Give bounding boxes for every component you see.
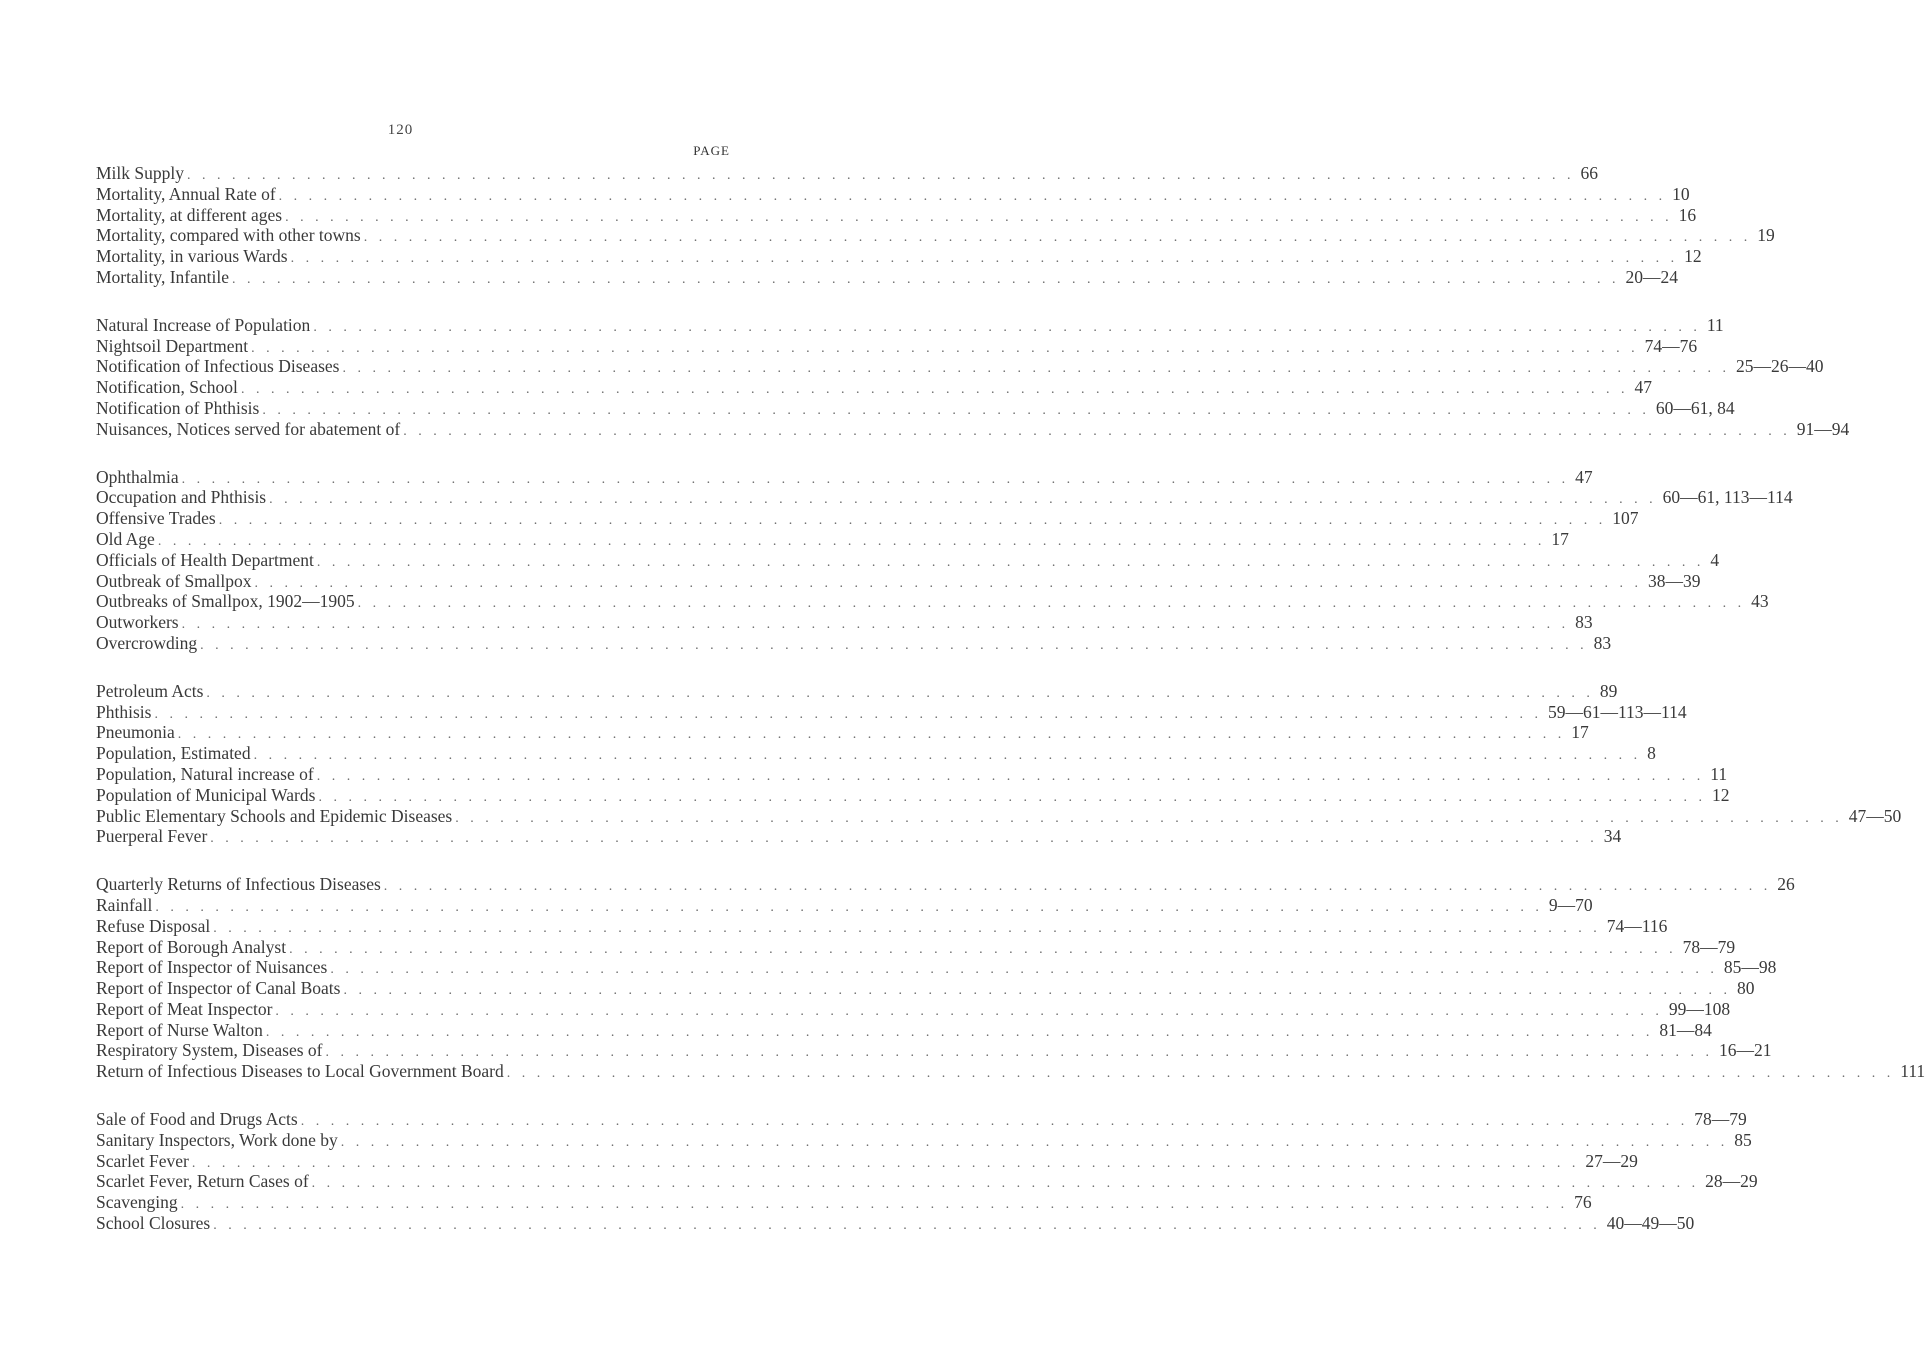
dot-leader: . . . . . . . . . . . . . . . . . . . . . . . . . . . . . . . . . . . . . . . . . . . . . . . . . . . . . . . . . . . . . . . . . . . . . . . . . . . . . . . . . . . . . . . . . . . . . [191,1155,1580,1171]
index-entry [96,314,1724,336]
entry-label: Officials of Health Department [96,549,314,570]
index-entry [96,1019,1712,1041]
index-entry [96,487,1793,508]
entry-label: Old Age [96,528,155,549]
dot-leader: . . . . . . . . . . . . . . . . . . . . . . . . . . . . . . . . . . . . . . . . . . . . . . . . . . . . . . . . . . . . . . . . . . . . . . . . . . . . . . . . . . . . . . . . . . . . . [218,513,1607,529]
entry-label: Notification, School [96,377,238,398]
entry-pages: 11 [1706,314,1724,335]
entry-pages: 47—50 [1848,805,1902,826]
dot-leader: . . . . . . . . . . . . . . . . . . . . . . . . . . . . . . . . . . . . . . . . . . . . . . . . . . . . . . . . . . . . . . . . . . . . . . . . . . . . . . . . . . . . . . . . . . . . . [206,685,1594,701]
dot-leader: . . . . . . . . . . . . . . . . . . . . . . . . . . . . . . . . . . . . . . . . . . . . . . . . . . . . . . . . . . . . . . . . . . . . . . . . . . . . . . . . . . . . . . . . . . . . . [325,1045,1713,1061]
entry-pages: 11 [1710,763,1728,784]
index-list [96,163,1925,1261]
entry-label: Notification of Phthisis [96,397,260,418]
dot-leader: . . . . . . . . . . . . . . . . . . . . . . . . . . . . . . . . . . . . . . . . . . . . . . . . . . . . . . . . . . . . . . . . . . . . . . . . . . . . . . . . . . . . . . . . . . . . . [210,831,1598,847]
index-entry [96,722,1589,743]
entry-pages: 47 [1634,377,1652,398]
index-entry [96,335,1698,357]
entry-label: Report of Borough Analyst [96,936,287,957]
dot-leader: . . . . . . . . . . . . . . . . . . . . . . . . . . . . . . . . . . . . . . . . . . . . . . . . . . . . . . . . . . . . . . . . . . . . . . . . . . . . . . . . . . . . . . . . . . . . . [506,1066,1895,1082]
dot-leader: . . . . . . . . . . . . . . . . . . . . . . . . . . . . . . . . . . . . . . . . . . . . . . . . . . . . . . . . . . . . . . . . . . . . . . . . . . . . . . . . . . . . . . . . . . . . . [254,575,1643,591]
entry-label: Outbreaks of Smallpox, 1902—1905 [96,591,355,612]
dot-leader: . . . . . . . . . . . . . . . . . . . . . . . . . . . . . . . . . . . . . . . . . . . . . . . . . . . . . . . . . . . . . . . . . . . . . . . . . . . . . . . . . . . . . . . . . . . . . [181,617,1570,633]
entry-pages: 85—98 [1723,957,1777,978]
dot-leader: . . . . . . . . . . . . . . . . . . . . . . . . . . . . . . . . . . . . . . . . . . . . . . . . . . . . . . . . . . . . . . . . . . . . . . . . . . . . . . . . . . . . . . . . . . . . . [278,188,1667,204]
index-entry [96,1192,1592,1213]
entry-pages: 99—108 [1668,998,1731,1019]
entry-pages: 38—39 [1648,570,1701,591]
index-entry [96,591,1769,612]
dot-leader: . . . . . . . . . . . . . . . . . . . . . . . . . . . . . . . . . . . . . . . . . . . . . . . . . . . . . . . . . . . . . . . . . . . . . . . . . . . . . . . . . . . . . . . . . . . . . [316,554,1705,570]
index-entry [96,612,1593,633]
entry-label: Puerperal Fever [96,826,208,847]
index-entry [96,1129,1752,1151]
entry-label: Nuisances, Notices served for abatement of [96,418,401,439]
entry-pages: 8 [1647,743,1656,764]
entry-label: Rainfall [96,894,153,915]
entry-pages: 20—24 [1625,266,1678,287]
dot-leader: . . . . . . . . . . . . . . . . . . . . . . . . . . . . . . . . . . . . . . . . . . . . . . . . . . . . . . . . . . . . . . . . . . . . . . . . . . . . . . . . . . . . . . . . . . . . . [269,492,1657,508]
index-entry [96,266,1678,288]
entry-pages: 91—94 [1796,418,1850,439]
dot-leader: . . . . . . . . . . . . . . . . . . . . . . . . . . . . . . . . . . . . . . . . . . . . . . . . . . . . . . . . . . . . . . . . . . . . . . . . . . . . . . . . . . . . . . . . . . . . . [403,423,1791,439]
page-column-heading: PAGE [693,143,730,158]
entry-pages: 25—26—40 [1735,356,1824,377]
dot-leader: . . . . . . . . . . . . . . . . . . . . . . . . . . . . . . . . . . . . . . . . . . . . . . . . . . . . . . . . . . . . . . . . . . . . . . . . . . . . . . . . . . . . . . . . . . . . . [313,319,1701,335]
dot-leader: . . . . . . . . . . . . . . . . . . . . . . . . . . . . . . . . . . . . . . . . . . . . . . . . . . . . . . . . . . . . . . . . . . . . . . . . . . . . . . . . . . . . . . . . . . . . . [177,727,1566,743]
index-group [96,466,1793,654]
entry-label: Natural Increase of Population [96,314,311,335]
index-entry [96,397,1735,419]
entry-pages: 83 [1575,612,1593,633]
entry-pages: 27—29 [1585,1150,1638,1171]
dot-leader: . . . . . . . . . . . . . . . . . . . . . . . . . . . . . . . . . . . . . . . . . . . . . . . . . . . . . . . . . . . . . . . . . . . . . . . . . . . . . . . . . . . . . . . . . . . . . [232,271,1620,287]
entry-pages: 16 [1678,204,1697,225]
dot-leader: . . . . . . . . . . . . . . . . . . . . . . . . . . . . . . . . . . . . . . . . . . . . . . . . . . . . . . . . . . . . . . . . . . . . . . . . . . . . . . . . . . . . . . . . . . . . . [363,230,1752,246]
entry-label: Report of Inspector of Canal Boats [96,978,341,999]
index-entry [96,508,1639,529]
entry-pages: 111 [1900,1061,1925,1082]
entry-label: Mortality, Infantile [96,266,229,287]
entry-label: Occupation and Phthisis [96,487,267,508]
entry-label: School Closures [96,1213,211,1234]
dot-leader: . . . . . . . . . . . . . . . . . . . . . . . . . . . . . . . . . . . . . . . . . . . . . . . . . . . . . . . . . . . . . . . . . . . . . . . . . . . . . . . . . . . . . . . . . . . . . [187,168,1575,183]
index-group [96,314,1850,440]
dot-leader: . . . . . . . . . . . . . . . . . . . . . . . . . . . . . . . . . . . . . . . . . . . . . . . . . . . . . . . . . . . . . . . . . . . . . . . . . . . . . . . . . . . . . . . . . . . . . [213,920,1601,936]
entry-label: Mortality, compared with other towns [96,225,361,246]
index-entry [96,1040,1772,1061]
index-entry [96,1171,1758,1192]
index-entry [96,805,1902,827]
entry-label: Public Elementary Schools and Epidemic Diseases [96,805,453,826]
entry-pages: 26 [1777,874,1795,895]
dot-leader: . . . . . . . . . . . . . . . . . . . . . . . . . . . . . . . . . . . . . . . . . . . . . . . . . . . . . . . . . . . . . . . . . . . . . . . . . . . . . . . . . . . . . . . . . . . . . [181,471,1570,487]
index-entry [96,998,1731,1020]
entry-pages: 66 [1580,163,1599,183]
entry-pages: 16—21 [1719,1040,1772,1061]
index-entry [96,743,1656,764]
dot-leader: . . . . . . . . . . . . . . . . . . . . . . . . . . . . . . . . . . . . . . . . . . . . . . . . . . . . . . . . . . . . . . . . . . . . . . . . . . . . . . . . . . . . . . . . . . . . . [154,706,1542,722]
dot-leader: . . . . . . . . . . . . . . . . . . . . . . . . . . . . . . . . . . . . . . . . . . . . . . . . . . . . . . . . . . . . . . . . . . . . . . . . . . . . . . . . . . . . . . . . . . . . . [340,1134,1729,1150]
entry-label: Outbreak of Smallpox [96,570,252,591]
entry-pages: 60—61, 113—114 [1662,487,1793,508]
index-entry [96,549,1720,571]
index-entry [96,246,1702,267]
entry-pages: 78—79 [1682,936,1736,957]
entry-label: Sale of Food and Drugs Acts [96,1109,298,1130]
entry-label: Mortality, Annual Rate of [96,183,276,204]
index-entry [96,528,1569,550]
index-entry [96,204,1697,226]
index-entry [96,418,1850,440]
entry-pages: 47 [1575,466,1593,487]
entry-pages: 4 [1710,549,1720,570]
dot-leader: . . . . . . . . . . . . . . . . . . . . . . . . . . . . . . . . . . . . . . . . . . . . . . . . . . . . . . . . . . . . . . . . . . . . . . . . . . . . . . . . . . . . . . . . . . . . . [213,1218,1601,1234]
entry-label: Report of Meat Inspector [96,998,273,1019]
dot-leader: . . . . . . . . . . . . . . . . . . . . . . . . . . . . . . . . . . . . . . . . . . . . . . . . . . . . . . . . . . . . . . . . . . . . . . . . . . . . . . . . . . . . . . . . . . . . . [253,748,1642,764]
dot-leader: . . . . . . . . . . . . . . . . . . . . . . . . . . . . . . . . . . . . . . . . . . . . . . . . . . . . . . . . . . . . . . . . . . . . . . . . . . . . . . . . . . . . . . . . . . . . . [155,899,1543,915]
entry-label: Ophthalmia [96,466,179,487]
entry-pages: 10 [1672,183,1690,204]
entry-label: Milk Supply [96,163,185,183]
index-group [96,1109,1758,1234]
entry-pages: 34 [1603,826,1622,847]
index-entry [96,763,1728,785]
dot-leader: . . . . . . . . . . . . . . . . . . . . . . . . . . . . . . . . . . . . . . . . . . . . . . . . . . . . . . . . . . . . . . . . . . . . . . . . . . . . . . . . . . . . . . . . . . . . . [316,768,1705,784]
dot-leader: . . . . . . . . . . . . . . . . . . . . . . . . . . . . . . . . . . . . . . . . . . . . . . . . . . . . . . . . . . . . . . . . . . . . . . . . . . . . . . . . . . . . . . . . . . . . . [262,402,1650,418]
entry-label: Mortality, in various Wards [96,246,288,267]
index-entry [96,701,1687,723]
index-entry [96,826,1622,847]
dot-leader: . . . . . . . . . . . . . . . . . . . . . . . . . . . . . . . . . . . . . . . . . . . . . . . . . . . . . . . . . . . . . . . . . . . . . . . . . . . . . . . . . . . . . . . . . . . . . [383,879,1772,895]
index-entry [96,1213,1695,1234]
index-entry [96,570,1701,592]
dot-leader: . . . . . . . . . . . . . . . . . . . . . . . . . . . . . . . . . . . . . . . . . . . . . . . . . . . . . . . . . . . . . . . . . . . . . . . . . . . . . . . . . . . . . . . . . . . . . [275,1003,1663,1019]
entry-pages: 40—49—50 [1606,1213,1695,1234]
entry-pages: 80 [1736,978,1755,999]
dot-leader: . . . . . . . . . . . . . . . . . . . . . . . . . . . . . . . . . . . . . . . . . . . . . . . . . . . . . . . . . . . . . . . . . . . . . . . . . . . . . . . . . . . . . . . . . . . . . [157,533,1546,549]
dot-leader: . . . . . . . . . . . . . . . . . . . . . . . . . . . . . . . . . . . . . . . . . . . . . . . . . . . . . . . . . . . . . . . . . . . . . . . . . . . . . . . . . . . . . . . . . . . . . [318,789,1706,805]
dot-leader: . . . . . . . . . . . . . . . . . . . . . . . . . . . . . . . . . . . . . . . . . . . . . . . . . . . . . . . . . . . . . . . . . . . . . . . . . . . . . . . . . . . . . . . . . . . . . [265,1024,1654,1040]
index-entry [96,680,1618,702]
entry-label: Report of Nurse Walton [96,1019,263,1040]
entry-label: Return of Infectious Diseases to Local Government Board [96,1061,504,1082]
entry-pages: 89 [1599,680,1618,701]
entry-label: Population, Estimated [96,743,251,764]
entry-label: Scavenging [96,1192,178,1213]
entry-label: Pneumonia [96,722,175,743]
entry-pages: 81—84 [1659,1019,1712,1040]
entry-pages: 74—76 [1644,335,1698,356]
dot-leader: . . . . . . . . . . . . . . . . . . . . . . . . . . . . . . . . . . . . . . . . . . . . . . . . . . . . . . . . . . . . . . . . . . . . . . . . . . . . . . . . . . . . . . . . . . . . . [200,637,1588,653]
index-entry [96,183,1690,205]
entry-label: Population of Municipal Wards [96,784,316,805]
index-entry [96,163,1599,184]
entry-pages: 76 [1574,1192,1592,1213]
entry-pages: 59—61—113—114 [1547,701,1687,722]
index-entry [96,784,1730,806]
dot-leader: . . . . . . . . . . . . . . . . . . . . . . . . . . . . . . . . . . . . . . . . . . . . . . . . . . . . . . . . . . . . . . . . . . . . . . . . . . . . . . . . . . . . . . . . . . . . . [251,340,1639,356]
entry-label: Scarlet Fever, Return Cases of [96,1171,309,1192]
entry-label: Respiratory System, Diseases of [96,1040,323,1061]
index-entry [96,894,1593,916]
entry-pages: 19 [1757,225,1775,246]
dot-leader: . . . . . . . . . . . . . . . . . . . . . . . . . . . . . . . . . . . . . . . . . . . . . . . . . . . . . . . . . . . . . . . . . . . . . . . . . . . . . . . . . . . . . . . . . . . . . [240,382,1629,398]
index-entry [96,1150,1638,1172]
entry-label: Notification of Infectious Diseases [96,356,340,377]
index-entry [96,466,1593,488]
dot-leader: . . . . . . . . . . . . . . . . . . . . . . . . . . . . . . . . . . . . . . . . . . . . . . . . . . . . . . . . . . . . . . . . . . . . . . . . . . . . . . . . . . . . . . . . . . . . . [343,983,1731,999]
entry-label: Report of Inspector of Nuisances [96,957,328,978]
dot-leader: . . . . . . . . . . . . . . . . . . . . . . . . . . . . . . . . . . . . . . . . . . . . . . . . . . . . . . . . . . . . . . . . . . . . . . . . . . . . . . . . . . . . . . . . . . . . . [455,810,1843,826]
entry-pages: 78—79 [1694,1109,1747,1130]
entry-label: Overcrowding [96,632,198,653]
entry-label: Petroleum Acts [96,680,204,701]
entry-pages: 83 [1593,632,1612,653]
index-entry [96,978,1755,999]
index-group [96,163,1775,288]
index-entry [96,915,1668,937]
dot-leader: . . . . . . . . . . . . . . . . . . . . . . . . . . . . . . . . . . . . . . . . . . . . . . . . . . . . . . . . . . . . . . . . . . . . . . . . . . . . . . . . . . . . . . . . . . . . . [300,1114,1689,1130]
entry-pages: 12 [1684,246,1702,267]
dot-leader: . . . . . . . . . . . . . . . . . . . . . . . . . . . . . . . . . . . . . . . . . . . . . . . . . . . . . . . . . . . . . . . . . . . . . . . . . . . . . . . . . . . . . . . . . . . . . [330,962,1718,978]
entry-label: Phthisis [96,701,152,722]
entry-pages: 9—70 [1548,894,1593,915]
index-entry [96,1109,1747,1130]
entry-label: Offensive Trades [96,508,216,529]
index-group [96,874,1925,1082]
entry-pages: 17 [1551,528,1569,549]
entry-pages: 17 [1571,722,1589,743]
index-entry [96,936,1736,958]
dot-leader: . . . . . . . . . . . . . . . . . . . . . . . . . . . . . . . . . . . . . . . . . . . . . . . . . . . . . . . . . . . . . . . . . . . . . . . . . . . . . . . . . . . . . . . . . . . . . [180,1197,1569,1213]
entry-label: Population, Natural increase of [96,763,314,784]
entry-label: Refuse Disposal [96,915,211,936]
entry-label: Sanitary Inspectors, Work done by [96,1129,338,1150]
index-entry [96,377,1652,398]
index-entry [96,356,1824,377]
entry-label: Nightsoil Department [96,335,249,356]
index-entry [96,874,1795,895]
entry-pages: 107 [1612,508,1639,529]
entry-label: Scarlet Fever [96,1150,189,1171]
entry-label: Outworkers [96,612,179,633]
index-group [96,680,1902,847]
index-entry [96,1061,1925,1082]
dot-leader: . . . . . . . . . . . . . . . . . . . . . . . . . . . . . . . . . . . . . . . . . . . . . . . . . . . . . . . . . . . . . . . . . . . . . . . . . . . . . . . . . . . . . . . . . . . . . [342,361,1730,377]
index-entry [96,225,1775,246]
entry-pages: 60—61, 84 [1655,397,1735,418]
entry-pages: 28—29 [1705,1171,1758,1192]
dot-leader: . . . . . . . . . . . . . . . . . . . . . . . . . . . . . . . . . . . . . . . . . . . . . . . . . . . . . . . . . . . . . . . . . . . . . . . . . . . . . . . . . . . . . . . . . . . . . [290,251,1679,267]
entry-pages: 85 [1734,1129,1752,1150]
entry-pages: 43 [1751,591,1769,612]
dot-leader: . . . . . . . . . . . . . . . . . . . . . . . . . . . . . . . . . . . . . . . . . . . . . . . . . . . . . . . . . . . . . . . . . . . . . . . . . . . . . . . . . . . . . . . . . . . . . [357,596,1746,612]
dot-leader: . . . . . . . . . . . . . . . . . . . . . . . . . . . . . . . . . . . . . . . . . . . . . . . . . . . . . . . . . . . . . . . . . . . . . . . . . . . . . . . . . . . . . . . . . . . . . [285,209,1673,225]
entry-label: Quarterly Returns of Infectious Diseases [96,874,381,895]
entry-label: Mortality, at different ages [96,204,283,225]
dot-leader: . . . . . . . . . . . . . . . . . . . . . . . . . . . . . . . . . . . . . . . . . . . . . . . . . . . . . . . . . . . . . . . . . . . . . . . . . . . . . . . . . . . . . . . . . . . . . [289,941,1677,957]
dot-leader: . . . . . . . . . . . . . . . . . . . . . . . . . . . . . . . . . . . . . . . . . . . . . . . . . . . . . . . . . . . . . . . . . . . . . . . . . . . . . . . . . . . . . . . . . . . . . [311,1176,1700,1192]
entry-pages: 12 [1711,784,1730,805]
index-entry [96,957,1777,978]
index-entry [96,632,1612,654]
page-number: 120 [387,122,414,138]
entry-pages: 74—116 [1606,915,1668,936]
